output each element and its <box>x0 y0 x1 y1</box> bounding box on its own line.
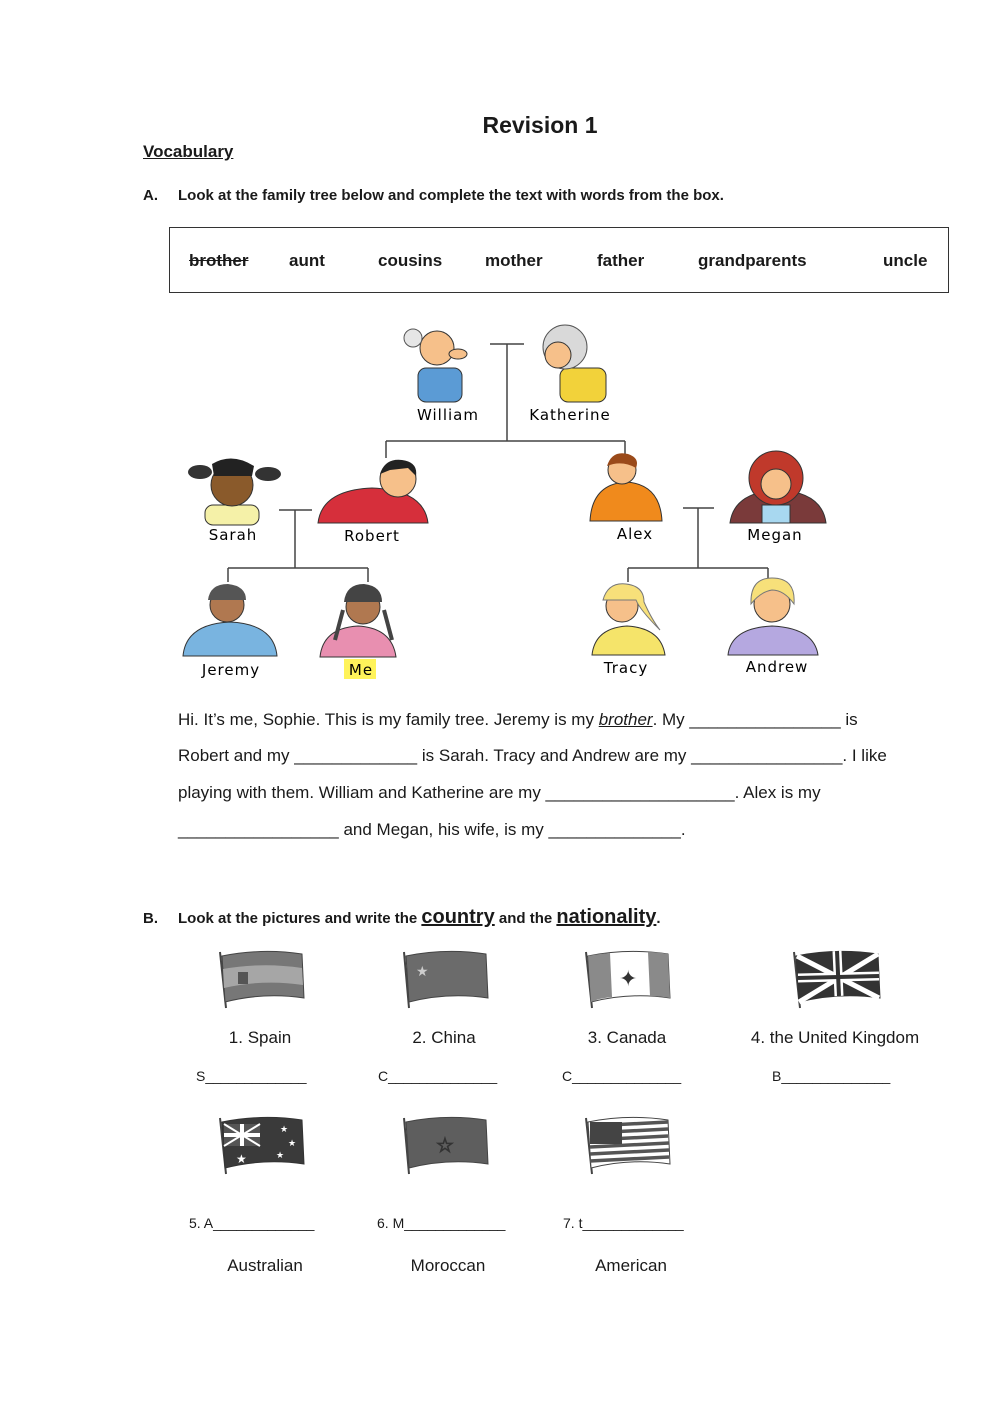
flag-usa-icon <box>586 1117 670 1174</box>
nationality-blank-6[interactable]: 6. M_____________ <box>377 1215 506 1231</box>
flag-australia-icon <box>220 1117 304 1174</box>
word-grandparents: grandparents <box>698 251 807 270</box>
person-me-icon <box>320 584 396 657</box>
word-uncle: uncle <box>883 251 928 270</box>
instruction-b-pre: Look at the pictures and write the <box>178 910 422 927</box>
svg-text:★: ★ <box>276 1150 285 1160</box>
person-sarah-icon <box>188 458 281 525</box>
person-andrew-icon <box>728 578 818 655</box>
country-label-4: 4. the United Kingdom <box>750 1028 920 1047</box>
person-robert-icon <box>318 460 428 523</box>
label-megan: Megan <box>747 526 803 544</box>
tree-lines <box>228 344 768 582</box>
paragraph-line-4: _________________ and Megan, his wife, is my ______________. <box>178 820 686 839</box>
country-blank-1[interactable]: S_____________ <box>196 1068 307 1084</box>
label-andrew: Andrew <box>745 658 809 676</box>
nationality-label-5: Australian <box>227 1256 303 1275</box>
flag-canada-icon <box>586 951 670 1008</box>
country-blank-2[interactable]: C______________ <box>378 1068 498 1084</box>
keyword-country: country <box>421 906 495 928</box>
svg-text:✦: ✦ <box>619 966 638 991</box>
paragraph-line-1 <box>178 710 858 730</box>
instruction-b-letter: B. <box>143 910 158 927</box>
flag-uk-icon <box>794 951 880 1008</box>
country-label-1: 1. Spain <box>228 1028 292 1047</box>
instruction-a-letter: A. <box>143 187 158 204</box>
nationality-blank-5[interactable]: 5. A_____________ <box>189 1215 315 1231</box>
family-tree <box>0 0 1000 700</box>
country-blank-4[interactable]: B______________ <box>772 1068 891 1084</box>
label-katherine: Katherine <box>529 406 611 424</box>
country-blank-3[interactable]: C______________ <box>562 1068 682 1084</box>
nationality-label-7: American <box>595 1256 667 1275</box>
label-robert: Robert <box>344 527 400 545</box>
paragraph-line-1a: Hi. It’s me, Sophie. This is my family tree. Jeremy is my <box>178 710 599 729</box>
label-alex: Alex <box>616 525 654 543</box>
paragraph-line-2: Robert and my _____________ is Sarah. Tracy and Andrew are my ________________. I like <box>178 746 887 765</box>
person-katherine-icon <box>543 325 606 402</box>
person-william-icon <box>404 329 467 402</box>
page-title: Revision 1 <box>482 112 598 138</box>
nationality-blank-7[interactable]: 7. t_____________ <box>563 1215 684 1231</box>
flags <box>0 940 1000 1190</box>
svg-text:★: ★ <box>236 1152 247 1166</box>
label-jeremy: Jeremy <box>201 661 261 679</box>
label-tracy: Tracy <box>603 659 649 677</box>
nationality-label-6: Moroccan <box>410 1256 486 1275</box>
word-mother: mother <box>485 251 543 270</box>
svg-text:★: ★ <box>288 1138 297 1148</box>
word-cousins: cousins <box>378 251 443 270</box>
section-heading: Vocabulary <box>143 142 234 161</box>
country-label-3: 3. Canada <box>587 1028 667 1047</box>
instruction-a-text: Look at the family tree below and complete the text with words from the box. <box>178 187 724 204</box>
instruction-b-end: . <box>656 910 661 927</box>
flag-morocco-icon <box>404 1117 488 1174</box>
label-sarah: Sarah <box>208 526 258 544</box>
person-tracy-icon <box>592 584 665 655</box>
instruction-b-mid: and the <box>494 910 557 927</box>
label-me: Me <box>348 661 374 679</box>
instruction-b <box>143 906 963 934</box>
instruction-b-text <box>178 906 661 929</box>
keyword-nationality: nationality <box>556 906 657 928</box>
country-label-2: 2. China <box>412 1028 476 1047</box>
word-aunt: aunt <box>289 251 325 270</box>
word-brother: brother <box>189 251 249 270</box>
svg-text:★: ★ <box>280 1124 289 1134</box>
svg-text:☆: ☆ <box>436 1135 454 1157</box>
flag-china-icon <box>404 951 488 1008</box>
person-jeremy-icon <box>183 584 277 656</box>
label-william: William <box>417 406 479 424</box>
person-alex-icon <box>590 453 662 521</box>
paragraph-line-3: playing with them. William and Katherine are my ____________________. Alex is my <box>178 783 821 802</box>
example-answer: brother <box>598 710 653 729</box>
paragraph-line-1c: . My ________________ is <box>652 710 858 729</box>
person-megan-icon <box>730 451 826 523</box>
word-father: father <box>597 251 645 270</box>
svg-text:★: ★ <box>416 963 429 979</box>
flag-spain-icon <box>220 951 304 1008</box>
